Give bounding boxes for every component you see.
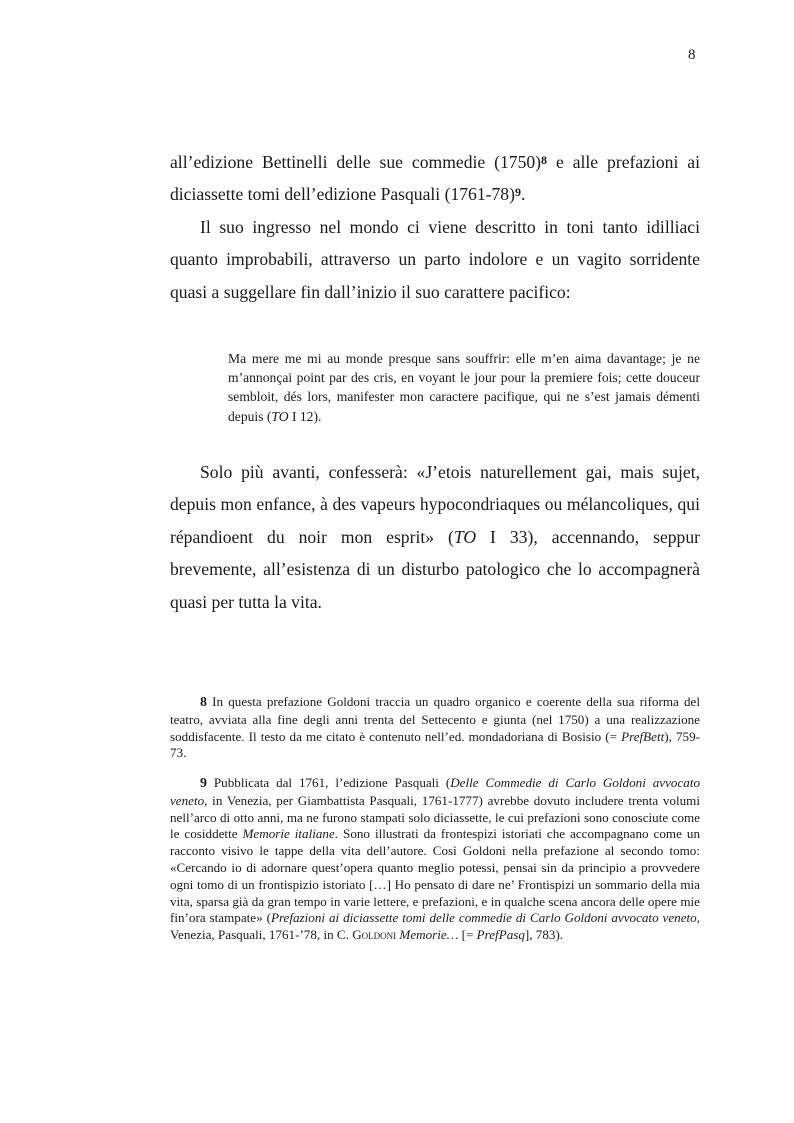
para3-text-start: Solo più avanti, confesserà: «J’etois naturellement gai, mais sujet, depuis mon enfance, à des vapeurs hypocondriaques ou mélancoliques, qui répandioent du noir mon esprit» (	[170, 462, 700, 547]
footnote-9-title-4: Memorie…	[399, 927, 459, 943]
footnote-9	[170, 775, 700, 944]
footnote-9-title-1: Delle Commedie di Carlo Goldoni avvocato veneto	[170, 775, 700, 808]
footnote-8-abbr: PrefBett	[621, 728, 665, 744]
body-paragraph-1	[170, 146, 700, 211]
footnote-9-text-6: [=	[458, 927, 477, 943]
page-number: 8	[688, 47, 696, 63]
body-paragraph-2: Il suo ingresso nel mondo ci viene descritto in toni tanto idilliaci quanto improbabili, attraverso un parto indolore e un vagito sorridente quasi a suggellare fin dall’inizio il suo carattere pacifico:	[170, 217, 700, 302]
footnote-9-number: 9	[200, 776, 207, 791]
quote-citation-ref: I 12).	[288, 408, 322, 424]
footnote-9-text-7: ], 783).	[524, 927, 564, 943]
para3-text-end: I 33), accennando, seppur brevemente, all’esistenza di un disturbo patologico che lo accompagnerà quasi per tutta la vita.	[170, 526, 700, 612]
footnote-9-text-4: , Venezia, Pasquali, 1761-’78, in C.	[170, 910, 701, 943]
block-quote	[228, 349, 700, 426]
quote-citation-abbr: TO	[271, 408, 289, 424]
quote-text: Ma mere me mi au monde presque sans souffrir: elle m’en aima davantage; je ne m’annonçai point par des cris, en voyant le jour pour la premiere fois; cette douceur sembloit, dés lors, manifester mon caractere pacifique, qui ne s’est jamais démenti depuis (	[228, 351, 700, 424]
footnote-9-author: Goldoni	[352, 927, 397, 943]
footnote-9-text-3: . Sono illustrati da frontespizi istoriati che accompagnano come un racconto visivo le tappe della vita dell’autore. Così Goldoni nella prefazione al secondo tomo: «Cercando io di adornare quest’opera quanto meglio potessi, pensai sin da principio a provvedere ogni tomo di un frontispizio istoriato […] Ho pensato di dare ne’ Frontispizi un sommario della mia vita, sparsa già da gran tempo in varie lettere, e prefazioni, e in qualche scena ancora delle opere mie fin’ora stampate» (	[170, 826, 700, 926]
body-paragraph-3	[170, 456, 700, 618]
footnote-ref-8[interactable]: 8	[541, 153, 548, 167]
footnote-9-text-2: , in Venezia, per Giambattista Pasquali, 1761-1777) avrebbe dovuto includere trenta volumi nell’arco di otto anni, ma ne furono stampati solo diciassette, le cui prefazioni sono conosciute come le cosiddette	[170, 792, 700, 842]
para1-text-start: all’edizione Bettinelli delle sue commedie (1750)	[170, 152, 542, 172]
footnote-8-number: 8	[200, 695, 207, 710]
footnote-9-abbr: PrefPasq	[476, 927, 525, 943]
footnote-ref-9[interactable]: 9	[514, 185, 521, 200]
footnote-9-title-2: Memorie italiane	[242, 826, 335, 842]
para1-text-end: .	[520, 184, 526, 205]
para1-text-middle: e alle prefazioni ai diciassette tomi dell’edizione Pasquali (1761-78)	[170, 152, 700, 205]
footnote-8	[170, 694, 700, 762]
footnote-9-title-3: Prefazioni ai diciassette tomi delle commedie di Carlo Goldoni avvocato veneto	[270, 910, 697, 926]
footnote-8-text-end: ), 759-73.	[170, 728, 700, 761]
footnote-8-text: In questa prefazione Goldoni traccia un quadro organico e coerente della sua riforma del teatro, avviata alla fine degli anni trenta del Settecento e giunta (nel 1750) a una realizzazione soddisfacente. Il testo da me citato è contenuto nell’ed. mondadoriana di Bosisio (=	[170, 694, 700, 744]
para3-citation-abbr: TO	[453, 526, 477, 547]
footnote-9-text-1: Pubblicata dal 1761, l’edizione Pasquali (	[207, 775, 451, 790]
